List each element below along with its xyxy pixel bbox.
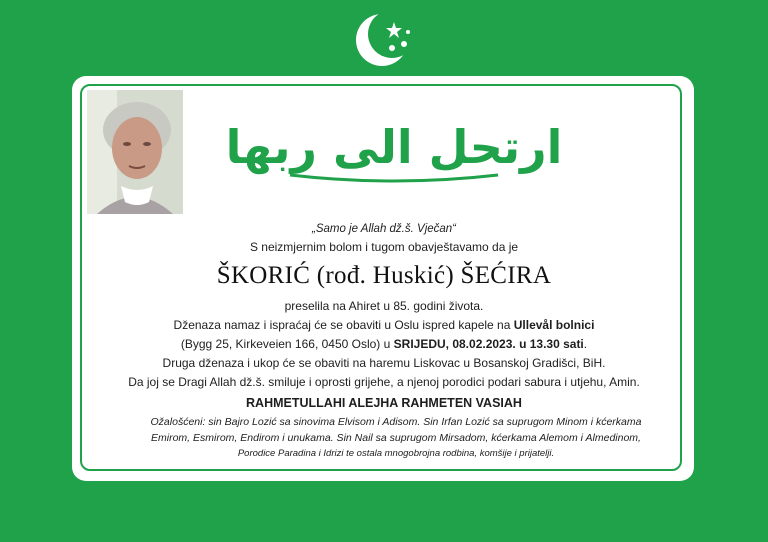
crescent-star-icon — [352, 10, 416, 70]
deceased-name: ŠKORIĆ (rođ. Huskić) ŠEĆIRA — [216, 262, 552, 289]
date-time: SRIJEDU, 08.02.2023. u 13.30 sati — [393, 337, 584, 351]
quote: „Samo je Allah dž.š. Vječan“ — [311, 223, 457, 235]
portrait-photo — [87, 90, 183, 214]
line-age: preselila na Ahiret u 85. godini života. — [284, 299, 484, 313]
line-burial: Druga dženaza i ukop će se obaviti na haremu Liskovac u Bosanskoj Gradišci, BiH. — [162, 356, 606, 370]
line-rahmet: RAHMETULLAHI ALEJHA RAHMETEN VASIAH — [246, 396, 522, 410]
period: . — [583, 337, 588, 351]
line-address — [84, 337, 684, 351]
arabic-calligraphy — [225, 105, 563, 189]
intro-text: S neizmjernim bolom i tugom obavještavamo da je — [249, 240, 519, 254]
mourners-line-3: Porodice Paradina i Idrizi te ostala mnogobrojna rodbina, komšije i prijatelji. — [237, 448, 555, 459]
address-text: (Bygg 25, Kirkeveien 166, 0450 Oslo) u — [180, 337, 394, 351]
line-janazah — [84, 318, 684, 332]
hospital-name: Ullevål bolnici — [513, 318, 595, 332]
line-janazah-text: Dženaza namaz i ispraćaj će se obaviti u Oslu ispred kapele na — [173, 318, 514, 332]
mourners-line-1: Ožalošćeni: sin Bajro Lozić sa sinovima Elvisom i Adisom. Sin Irfan Lozić sa suprugom Minom i kćerkama — [150, 416, 642, 428]
mourners — [96, 414, 696, 462]
line-prayer: Da joj se Dragi Allah dž.š. smiluje i oprosti grijehe, a njenoj porodici podari sabura i utjehu, Amin. — [128, 375, 640, 389]
mourners-line-2: Emirom, Esmirom, Endirom i unukama. Sin Nail sa suprugom Mirsadom, kćerkama Alemom i Almedinom, — [151, 432, 641, 444]
calligraphy-text: ارتحل الى ربها — [225, 120, 563, 174]
